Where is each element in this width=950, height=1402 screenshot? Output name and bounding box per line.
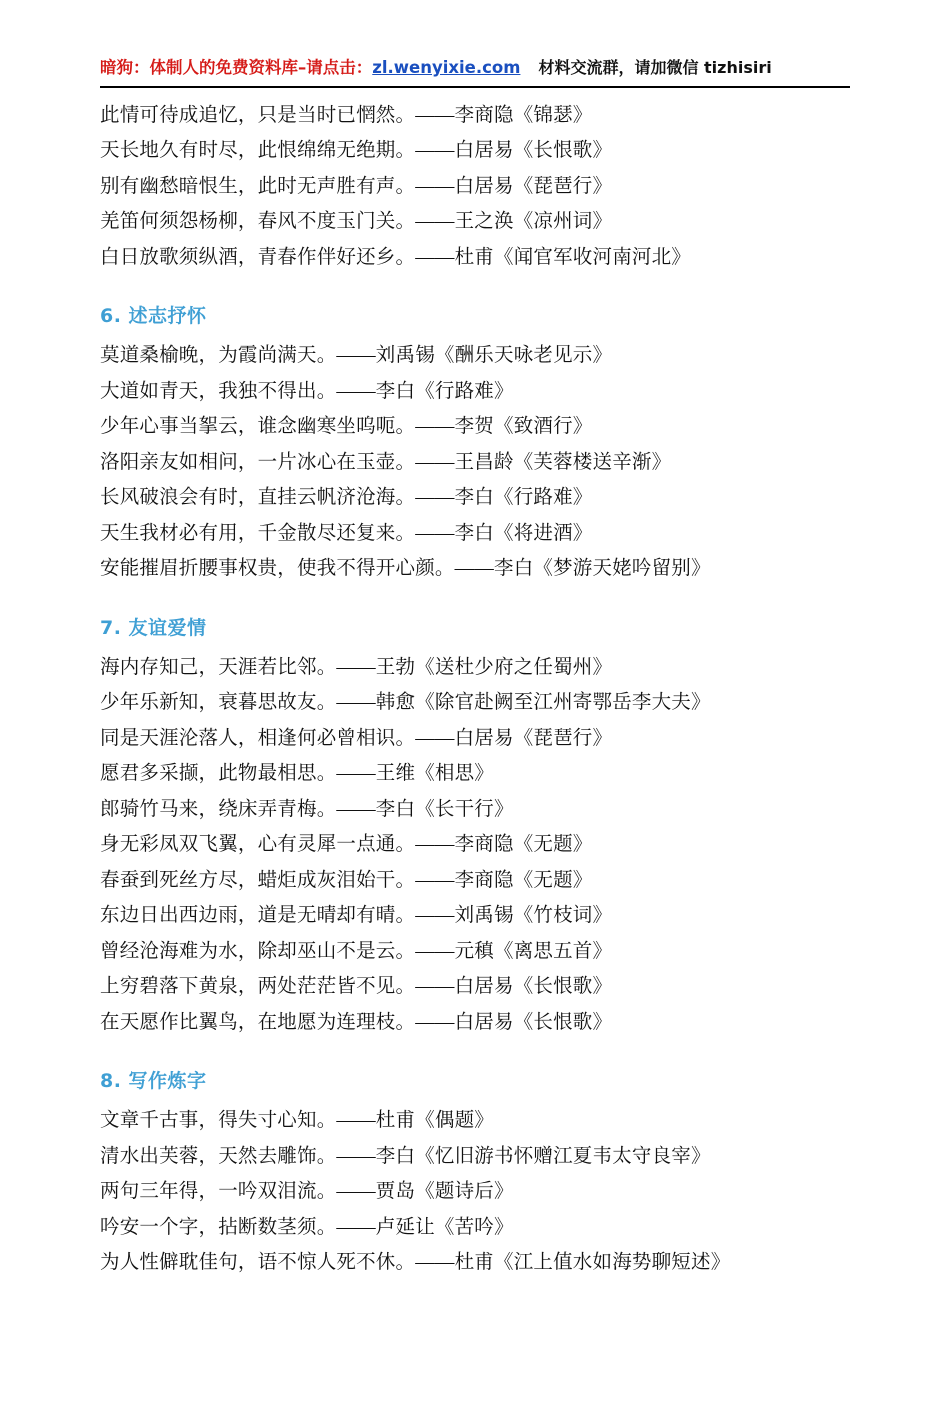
quote-line: 吟安一个字，拈断数茎须。——卢延让《苦吟》	[100, 1216, 514, 1238]
banner-link[interactable]: zl.wenyixie.com	[372, 58, 521, 77]
quote-line: 文章千古事，得失寸心知。——杜甫《偶题》	[100, 1110, 495, 1132]
quote-line: 莫道桑榆晚，为霞尚满天。——刘禹锡《酬乐天咏老见示》	[100, 345, 613, 367]
document-content	[100, 106, 850, 1273]
quote-line: 洛阳亲友如相问，一片冰心在玉壶。——王昌龄《芙蓉楼送辛渐》	[100, 451, 672, 473]
quote-line: 此情可待成追忆，只是当时已惘然。——李商隐《锦瑟》	[100, 104, 593, 126]
quote-line: 春蚕到死丝方尽，蜡炬成灰泪始干。——李商隐《无题》	[100, 869, 593, 891]
quote-line: 白日放歌须纵酒，青春作伴好还乡。——杜甫《闻官军收河南河北》	[100, 246, 692, 268]
quote-line: 天生我材必有用，千金散尽还复来。——李白《将进酒》	[100, 522, 593, 544]
banner-cta: 请点击：	[306, 58, 373, 77]
quote-line: 同是天涯沦落人，相逢何必曾相识。——白居易《琵琶行》	[100, 727, 613, 749]
quote-line: 身无彩凤双飞翼，心有灵犀一点通。——李商隐《无题》	[100, 834, 593, 856]
quote-line: 安能摧眉折腰事权贵，使我不得开心颜。——李白《梦游天姥吟留别》	[100, 558, 711, 580]
document-page	[0, 58, 950, 1402]
section-quotes-continued	[100, 106, 850, 268]
quote-line: 东边日出西边雨，道是无晴却有晴。——刘禹锡《竹枝词》	[100, 905, 613, 927]
quote-line: 在天愿作比翼鸟，在地愿为连理枝。——白居易《长恨歌》	[100, 1011, 613, 1033]
quote-line: 长风破浪会有时，直挂云帆济沧海。——李白《行路难》	[100, 487, 593, 509]
quote-line: 少年乐新知，衰暮思故友。——韩愈《除官赴阙至江州寄鄂岳李大夫》	[100, 692, 711, 714]
quote-line: 清水出芙蓉，天然去雕饰。——李白《忆旧游书怀赠江夏韦太守良宰》	[100, 1145, 711, 1167]
banner-brand: 暗狗：体制人的免费资料库	[100, 58, 298, 77]
quote-line: 大道如青天，我独不得出。——李白《行路难》	[100, 380, 514, 402]
quote-line: 羌笛何须怨杨柳，春风不度玉门关。——王之涣《凉州词》	[100, 211, 613, 233]
quote-line: 为人性僻耽佳句，语不惊人死不休。——杜甫《江上值水如海势聊短述》	[100, 1252, 731, 1274]
promo-banner	[100, 58, 850, 88]
section-heading-8: 8. 写作炼字	[100, 1070, 207, 1093]
quote-line: 别有幽愁暗恨生，此时无声胜有声。——白居易《琵琶行》	[100, 175, 613, 197]
quote-line: 两句三年得，一吟双泪流。——贾岛《题诗后》	[100, 1181, 514, 1203]
quote-line: 愿君多采撷，此物最相思。——王维《相思》	[100, 763, 495, 785]
quote-line: 曾经沧海难为水，除却巫山不是云。——元稹《离思五首》	[100, 940, 613, 962]
quote-line: 天长地久有时尽，此恨绵绵无绝期。——白居易《长恨歌》	[100, 140, 613, 162]
section-6	[100, 301, 850, 579]
section-heading-6: 6. 述志抒怀	[100, 305, 207, 328]
section-8	[100, 1066, 850, 1273]
quote-line: 海内存知己，天涯若比邻。——王勃《送杜少府之任蜀州》	[100, 656, 613, 678]
quote-line: 郎骑竹马来，绕床弄青梅。——李白《长干行》	[100, 798, 514, 820]
banner-dash: –	[298, 58, 307, 77]
section-heading-7: 7. 友谊爱情	[100, 616, 207, 639]
quote-line: 上穷碧落下黄泉，两处茫茫皆不见。——白居易《长恨歌》	[100, 976, 613, 998]
banner-tail: 材料交流群，请加微信 tizhisiri	[538, 58, 772, 77]
quote-line: 少年心事当挐云，谁念幽寒坐呜呃。——李贺《致酒行》	[100, 416, 593, 438]
section-7	[100, 613, 850, 1033]
